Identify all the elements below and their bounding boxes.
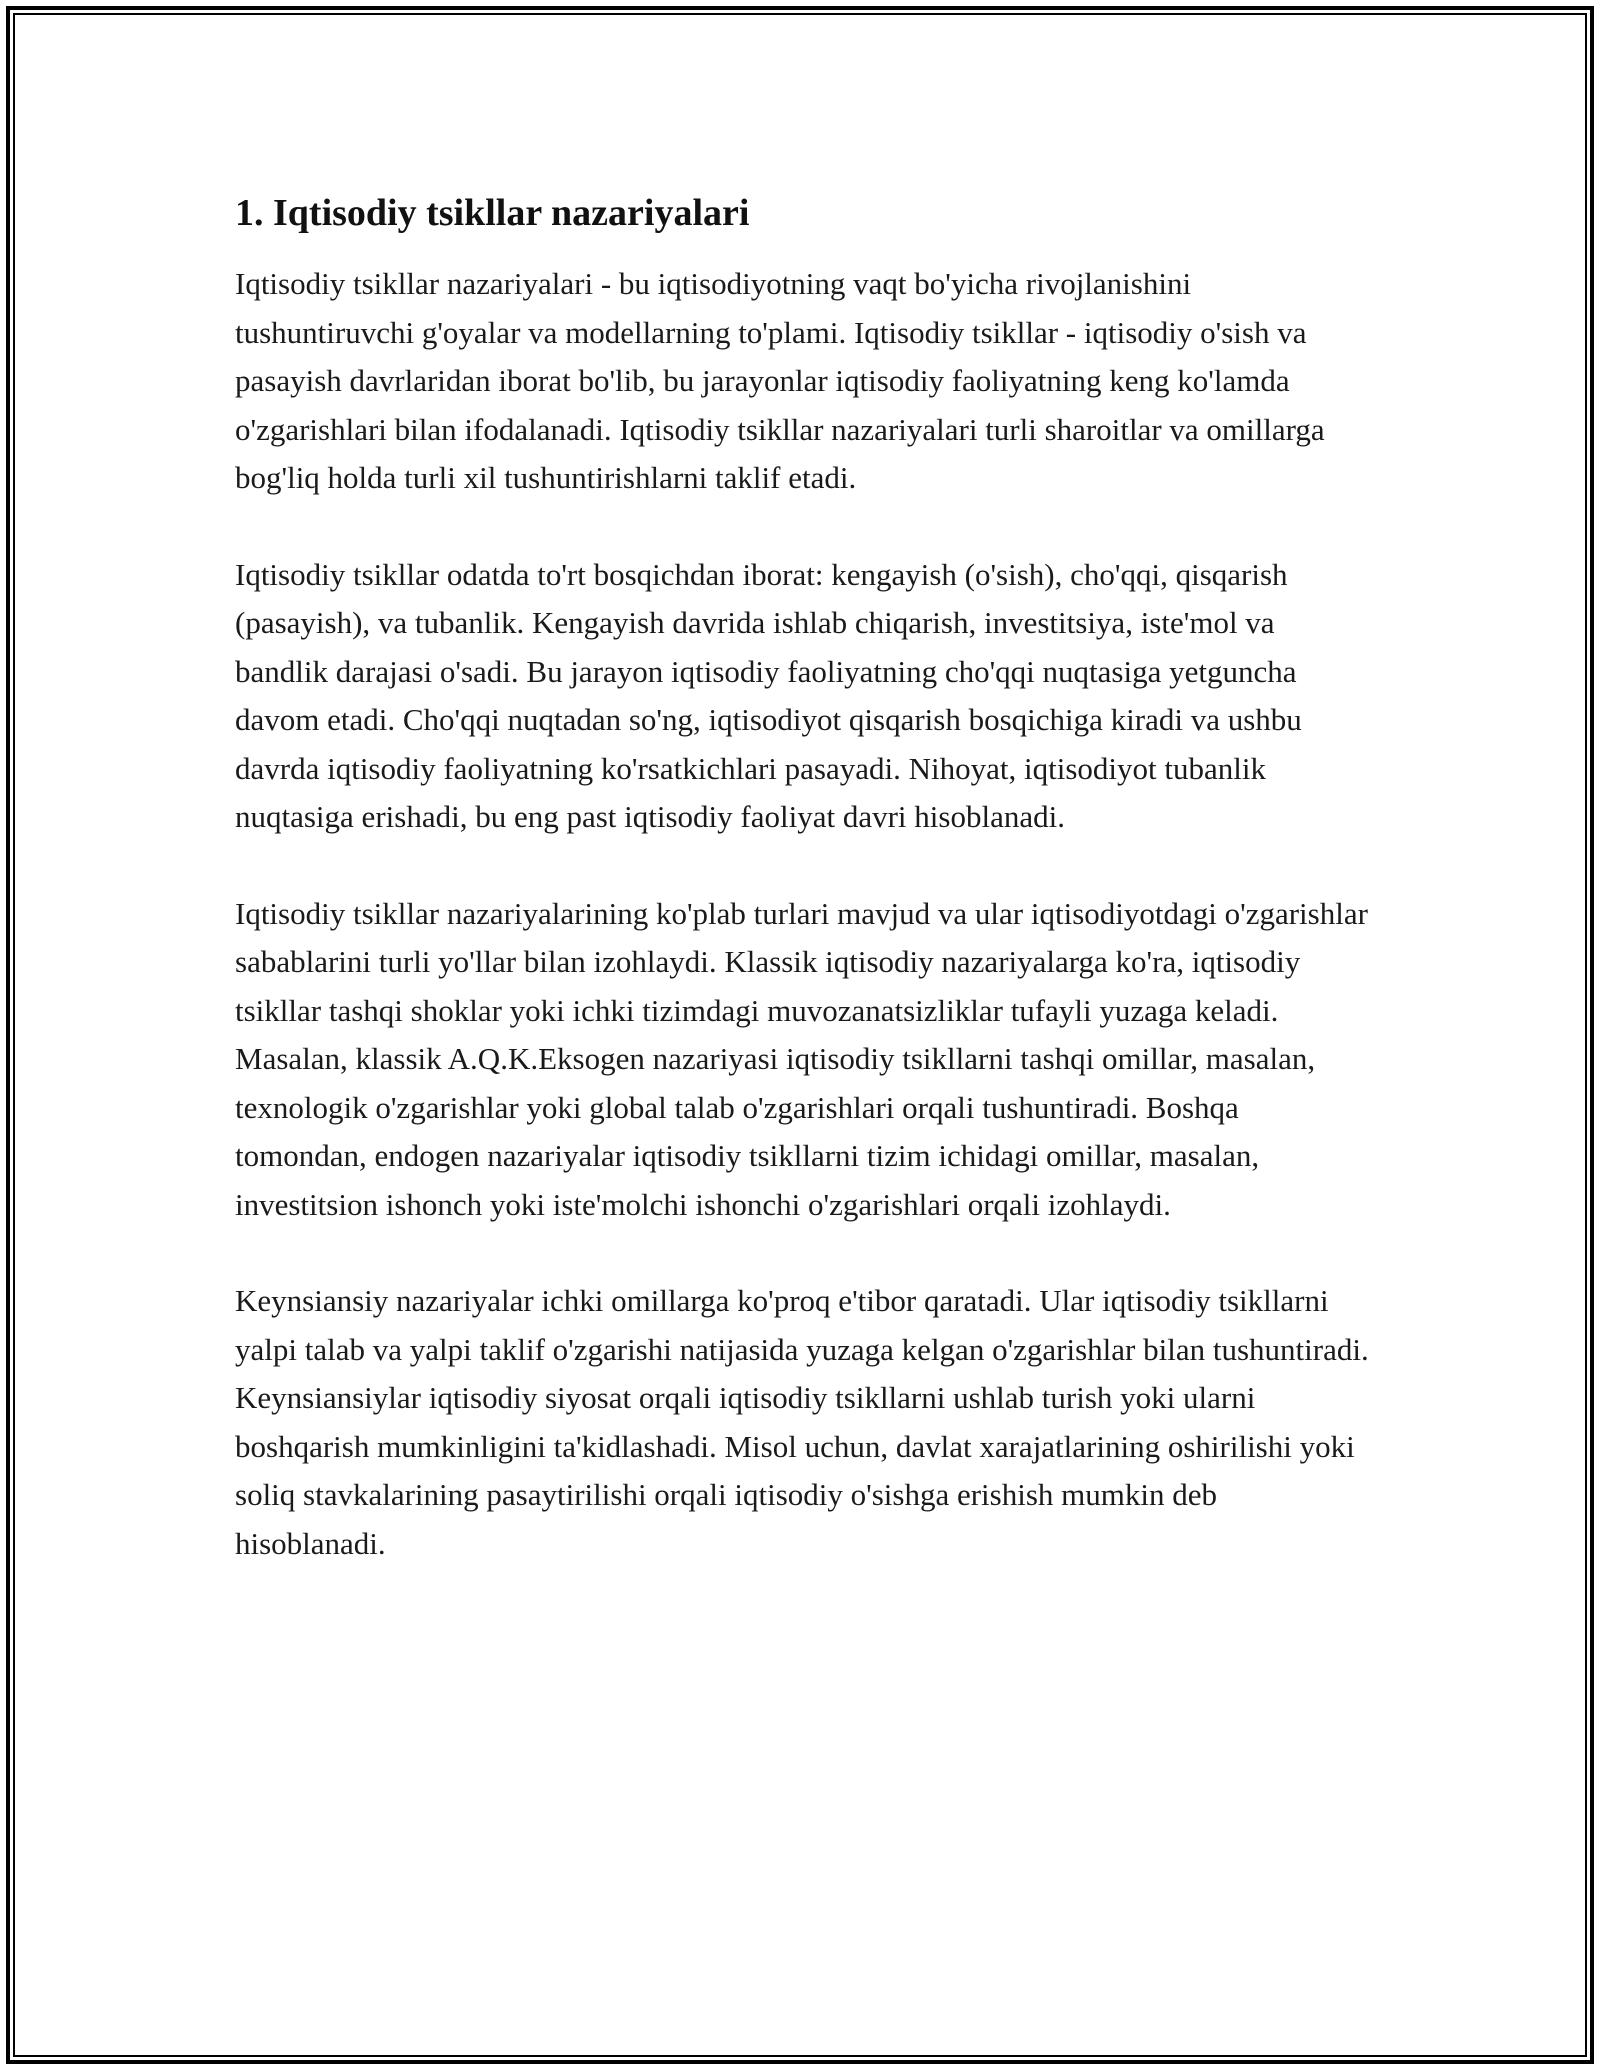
paragraph-2: Iqtisodiy tsikllar odatda to'rt bosqichdan iborat: kengayish (o'sish), cho'qqi, qisqarish (pasayish), va tubanlik. Kengayish davrida ishlab chiqarish, investitsiya, iste'mol va bandlik darajasi o'sadi. Bu jarayon iqtisodiy faoliyatning cho'qqi nuqtasiga yetguncha davom etadi. Cho'qqi nuqtadan so'ng, iqtisodiyot qisqarish bosqichiga kiradi va ushbu davrda iqtisodiy faoliyatning ko'rsatkichlari pasayadi. Nihoyat, iqtisodiyot tubanlik nuqtasiga erishadi, bu eng past iqtisodiy faoliyat davri hisoblanadi. [235,556,1302,834]
section-title: 1. Iqtisodiy tsikllar nazariyalari [235,192,750,234]
paragraph-1: Iqtisodiy tsikllar nazariyalari - bu iqtisodiyotning vaqt bo'yicha rivojlanishini tushuntiruvchi g'oyalar va modellarning to'plami. Iqtisodiy tsikllar - iqtisodiy o'sish va pasayish davrlaridan iborat bo'lib, bu jarayonlar iqtisodiy faoliyatning keng ko'lamda o'zgarishlari bilan ifodalanadi. Iqtisodiy tsikllar nazariyalari turli sharoitlar va omillarga bog'liq holda turli xil tushuntirishlarni taklif etadi. [235,266,1325,495]
paragraph-3: Iqtisodiy tsikllar nazariyalarining ko'plab turlari mavjud va ular iqtisodiyotdagi o'zgarishlar sabablarini turli yo'llar bilan izohlaydi. Klassik iqtisodiy nazariyalarga ko'ra, iqtisodiy tsikllar tashqi shoklar yoki ichki tizimdagi muvozanatsizliklar tufayli yuzaga keladi. Masalan, klassik A.Q.K.Eksogen nazariyasi iqtisodiy tsikllarni tashqi omillar, masalan, texnologik o'zgarishlar yoki global talab o'zgarishlari orqali tushuntiradi. Boshqa tomondan, endogen nazariyalar iqtisodiy tsikllarni tizim ichidagi omillar, masalan, investitsion ishonch yoki iste'molchi ishonchi o'zgarishlari orqali izohlaydi. [235,895,1368,1222]
paragraph-4: Keynsiansiy nazariyalar ichki omillarga ko'proq e'tibor qaratadi. Ular iqtisodiy tsikllarni yalpi talab va yalpi taklif o'zgarishi natijasida yuzaga kelgan o'zgarishlar bilan tushuntiradi. Keynsiansiylar iqtisodiy siyosat orqali iqtisodiy tsikllarni ushlab turish yoki ularni boshqarish mumkinligini ta'kidlashadi. Misol uchun, davlat xarajatlarining oshirilishi yoki soliq stavkalarining pasaytirilishi orqali iqtisodiy o'sishga erishish mumkin deb hisoblanadi. [235,1283,1369,1561]
document-body [235,188,1370,1616]
